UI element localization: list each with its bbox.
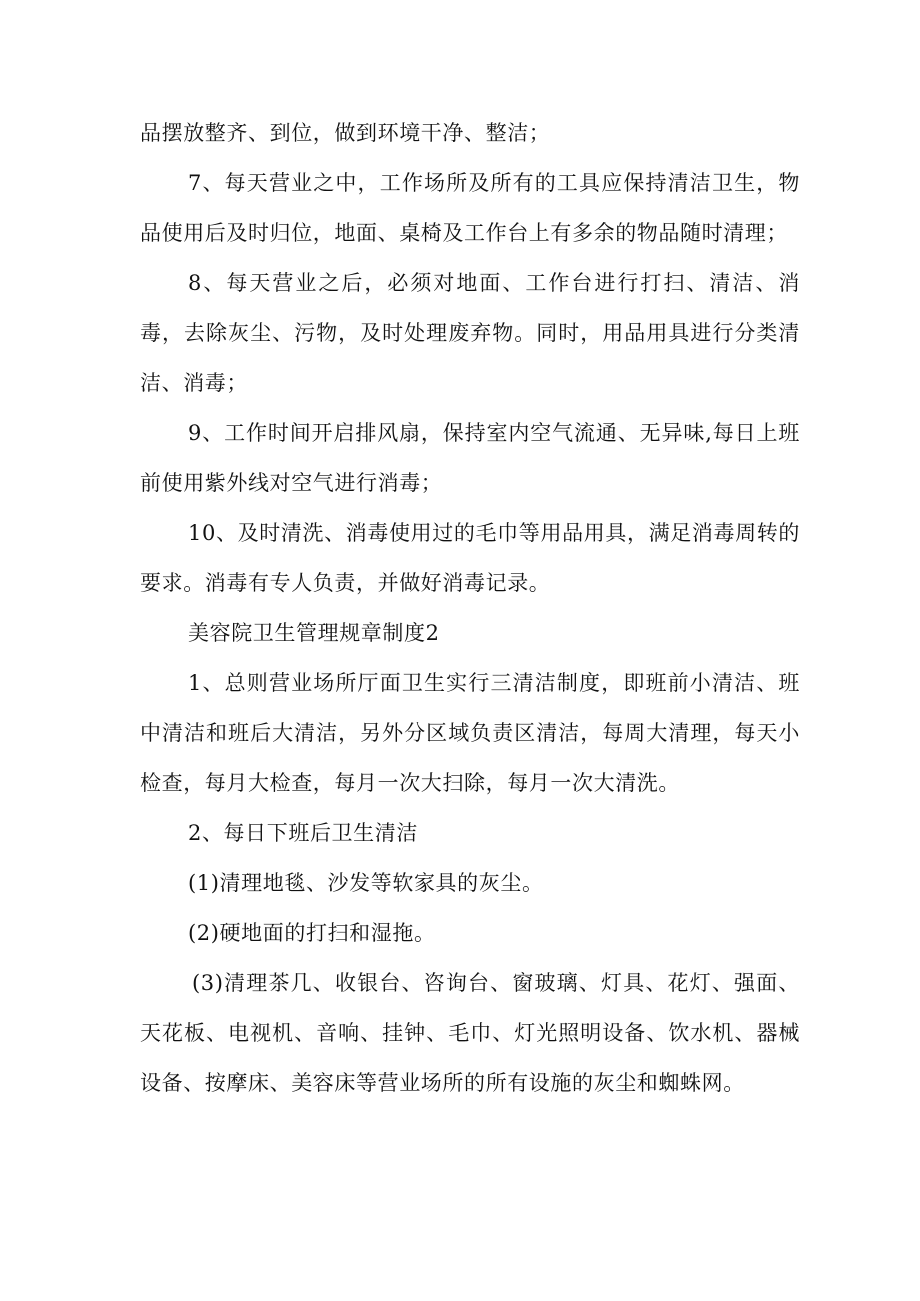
paragraph-item-7: 7、每天营业之中，工作场所及所有的工具应保持清洁卫生，物品使用后及时归位，地面、桌椅及工作台上有多余的物品随时清理； <box>140 171 800 245</box>
document-body <box>140 108 800 1108</box>
section-heading: 美容院卫生管理规章制度2 <box>188 621 440 645</box>
paragraph-item-10: 10、及时清洗、消毒使用过的毛巾等用品用具，满足消毒周转的要求。消毒有专人负责，并做好消毒记录。 <box>140 521 800 595</box>
paragraph-general-rule: 1、总则营业场所厅面卫生实行三清洁制度，即班前小清洁、班中清洁和班后大清洁，另外分区域负责区清洁，每周大清理，每天小检查，每月大检查，每月一次大扫除，每月一次大清洗。 <box>140 671 800 795</box>
paragraph-item-8: 8、每天营业之后，必须对地面、工作台进行打扫、清洁、消毒，去除灰尘、污物，及时处理废弃物。同时，用品用具进行分类清洁、消毒； <box>140 271 800 395</box>
paragraph-daily-cleaning: 2、每日下班后卫生清洁 <box>188 821 418 845</box>
sub-item-2: (2)硬地面的打扫和湿拖。 <box>188 921 436 945</box>
sub-item-3: (3)清理茶几、收银台、咨询台、窗玻璃、灯具、花灯、强面、天花板、电视机、音响、挂钟、毛巾、灯光照明设备、饮水机、器械设备、按摩床、美容床等营业场所的所有设施的灰尘和蜘蛛网。 <box>140 971 800 1095</box>
sub-item-1: (1)清理地毯、沙发等软家具的灰尘。 <box>188 871 544 895</box>
paragraph-continuation: 品摆放整齐、到位，做到环境干净、整洁； <box>140 121 551 145</box>
paragraph-item-9: 9、工作时间开启排风扇，保持室内空气流通、无异味,每日上班前使用紫外线对空气进行消毒； <box>140 421 800 495</box>
